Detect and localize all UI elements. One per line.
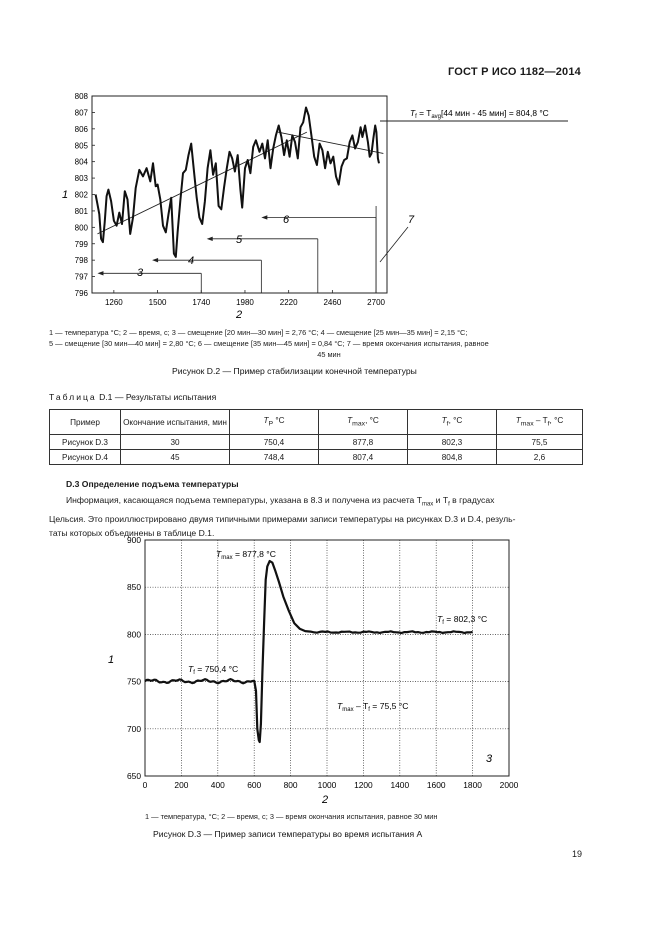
chart2-x-tick-label: 400 bbox=[210, 780, 225, 790]
table-cell: Рисунок D.3 bbox=[50, 435, 121, 450]
chart1-x-tick-label: 2700 bbox=[367, 298, 385, 307]
chart1-annotation: $T_f = T_{avg}[44$ мин - 45 мин] = 804,8 °С bbox=[410, 108, 549, 120]
chart2-ylabel-1: 1 bbox=[108, 654, 115, 666]
table-cell: Рисунок D.4 bbox=[50, 450, 121, 465]
chart1-y-tick-label: 799 bbox=[74, 239, 88, 249]
offset-arrowhead bbox=[152, 258, 158, 262]
chart1-label-4: 4 bbox=[188, 255, 195, 267]
table-cell: 45 bbox=[121, 450, 230, 465]
chart2-x-tick-label: 1600 bbox=[426, 780, 446, 790]
standard-header: ГОСТ Р ИСО 1182—2014 bbox=[447, 66, 581, 78]
chart2-difference-label: $T_{max} - T_f = 75,5$ °С bbox=[337, 701, 409, 713]
chart2-x-axis bbox=[143, 780, 519, 790]
chart2-grid bbox=[145, 540, 509, 776]
chart1-y-tick-label: 797 bbox=[74, 272, 88, 282]
table-row bbox=[50, 435, 583, 450]
chart1-x-tick-label: 1500 bbox=[148, 298, 167, 307]
chart1-offset-arrows bbox=[97, 206, 376, 293]
offset-arrowhead bbox=[97, 271, 103, 275]
table-header: $T_P$ °С bbox=[230, 410, 319, 435]
section-paragraph: Информация, касающаяся подъема температуры, указана в 8.3 и получена из расчета $T_{max}$ и $T_f$ в градусах Цельсия. Это проиллюстрировано двумя типичными примерами записи температуры на рисунках D.3 и D.4, резуль- таты которых объединены в таблице D.1. bbox=[49, 495, 516, 538]
table-cell: 2,6 bbox=[497, 450, 583, 465]
table-cell: 750,4 bbox=[230, 435, 319, 450]
chart2-x-tick-label: 1000 bbox=[317, 780, 337, 790]
table-row bbox=[50, 450, 583, 465]
chart1-y-tick-label: 806 bbox=[74, 124, 88, 134]
offset-arrowhead bbox=[261, 215, 267, 219]
chart2-tp-label: $T_f = 750,4$ °С bbox=[188, 664, 239, 676]
chart1-y-tick-label: 807 bbox=[74, 108, 88, 118]
chart1-y-tick-label: 804 bbox=[74, 157, 88, 167]
chart2-tf-label: $T_f = 802,3$ °С bbox=[437, 614, 488, 626]
chart1-x-tick-label: 1740 bbox=[192, 298, 211, 307]
chart2-x-tick-label: 1400 bbox=[390, 780, 410, 790]
offset-arrowhead bbox=[207, 237, 213, 241]
table-header: $T_{max}$, °С bbox=[319, 410, 408, 435]
table-header: Окончание испытания, мин bbox=[121, 410, 230, 435]
chart2-y-tick-label: 650 bbox=[127, 771, 141, 781]
chart2-y-tick-label: 850 bbox=[127, 582, 141, 593]
table-cell: 30 bbox=[121, 435, 230, 450]
chart2-xlabel-2: 2 bbox=[322, 794, 329, 806]
table-cell: 748,4 bbox=[230, 450, 319, 465]
chart2-x-tick-label: 200 bbox=[174, 780, 189, 790]
chart1-label-6: 6 bbox=[283, 214, 290, 226]
chart1-label-3: 3 bbox=[137, 267, 144, 279]
chart2-caption: 1 — температура, °С; 2 — время, с; 3 — время окончания испытания, равное 30 мин bbox=[145, 812, 438, 821]
chart1-caption: 1 — температура °С; 2 — время, с; 3 — смещение [20 мин—30 мин] = 2,76 °С; 4 — смещение [25 мин—35 мин] = 2,15 °С; 5 — смещение [30 мин—40 мин] = 2,80 °С; 6 — смещение [35 мин—45 мин] = 0,84 °С; 7 — время окончания испытания, равное 45 мин bbox=[49, 328, 489, 359]
chart2-temperature-curve bbox=[145, 561, 473, 742]
temperature-record-chart bbox=[0, 530, 661, 810]
chart1-label7-leader bbox=[380, 227, 408, 262]
chart1-frame bbox=[92, 96, 387, 293]
chart2-y-tick-label: 900 bbox=[127, 535, 141, 545]
stabilization-chart bbox=[0, 0, 661, 340]
chart1-xlabel-2: 2 bbox=[236, 309, 243, 321]
chart1-y-tick-label: 800 bbox=[74, 223, 88, 233]
chart2-tmax-label: $T_{max} = 877,8$ °С bbox=[216, 549, 276, 561]
chart1-label-5: 5 bbox=[236, 234, 243, 246]
chart1-y-tick-label: 803 bbox=[74, 174, 88, 184]
chart2-y-tick-label: 750 bbox=[127, 676, 141, 687]
table-header-row bbox=[50, 410, 583, 435]
chart2-x-tick-label: 0 bbox=[142, 780, 148, 790]
table-cell: 802,3 bbox=[408, 435, 497, 450]
chart2-x-tick-label: 800 bbox=[283, 780, 298, 790]
table-cell: 804,8 bbox=[408, 450, 497, 465]
table-title: Таблица D.1 — Результаты испытания bbox=[49, 392, 217, 402]
chart2-x-tick-label: 1200 bbox=[354, 780, 373, 790]
page-number: 19 bbox=[572, 849, 583, 859]
chart1-x-tick-label: 2220 bbox=[279, 298, 298, 307]
chart2-y-axis bbox=[127, 535, 141, 781]
table-cell: 877,8 bbox=[319, 435, 408, 450]
chart2-x-tick-label: 1800 bbox=[463, 780, 482, 790]
figure-d3-title: Рисунок D.3 — Пример записи температуры во время испытания А bbox=[153, 829, 423, 839]
chart1-x-tick-label: 1260 bbox=[104, 298, 123, 307]
chart1-ylabel-1: 1 bbox=[62, 189, 69, 201]
table-header: $T_f$, °С bbox=[408, 410, 497, 435]
chart2-label-3: 3 bbox=[486, 753, 493, 765]
figure-d2-title: Рисунок D.2 — Пример стабилизации конечной температуры bbox=[172, 366, 417, 376]
chart1-y-tick-label: 801 bbox=[74, 206, 88, 216]
chart1-y-tick-label: 802 bbox=[74, 190, 88, 200]
results-table bbox=[49, 409, 583, 465]
chart1-y-tick-label: 805 bbox=[74, 141, 88, 151]
table-header: Пример bbox=[50, 410, 121, 435]
chart2-y-tick-label: 700 bbox=[127, 723, 141, 734]
table-header: $T_{max} - T_f$, °С bbox=[497, 410, 583, 435]
table-cell: 75,5 bbox=[497, 435, 583, 450]
chart2-y-tick-label: 800 bbox=[127, 629, 141, 640]
chart2-x-tick-label: 2000 bbox=[499, 780, 519, 790]
chart1-y-tick-label: 796 bbox=[74, 289, 88, 298]
chart1-x-tick-label: 1980 bbox=[236, 298, 254, 307]
chart1-label-7: 7 bbox=[408, 214, 415, 226]
chart1-x-tick-label: 2460 bbox=[323, 298, 342, 307]
section-heading: D.3 Определение подъема температуры bbox=[66, 479, 239, 489]
chart2-x-tick-label: 600 bbox=[247, 780, 262, 790]
chart1-y-tick-label: 798 bbox=[74, 256, 88, 266]
chart1-y-tick-label: 808 bbox=[74, 92, 88, 101]
table-cell: 807,4 bbox=[319, 450, 408, 465]
